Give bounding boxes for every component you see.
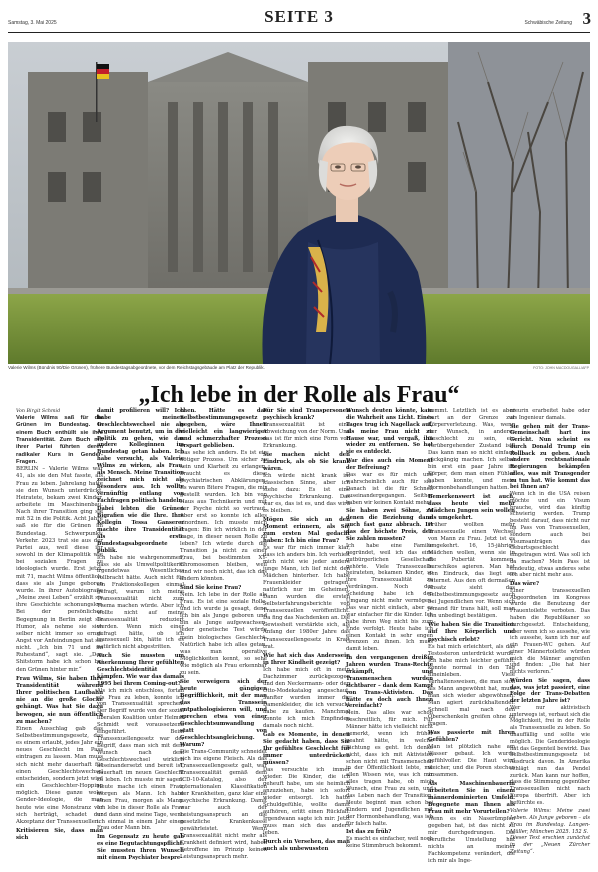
answer: Ich habe nie wahrgenommen, dass sie als Umweltpolitikerin irgendetwas Wesentliches vollbracht hätte. Auch nicht für ein Fraktionskollegen einmal gefragt, warum ich meine Transsexualität nicht zum Thema machen würde. Aber ich wollte nicht auf meine Transsexualität reduziert werden. Wenn mich einer gefragt hätte, ob ich transsexuell bin, hätte ich es natürlich nicht abgestritten. (97, 554, 184, 651)
question: Auch Sie mussten um Anerkennung Ihrer gefühlten Geschlechtsidentität kämpfen. Wie war das damals 1995 bei Ihrem Coming-out? (97, 653, 184, 687)
header-rule (8, 32, 590, 33)
answer: Wenn es ein Naserümpfen gegeben hat, ist das nicht zu mir durchgedrungen. Die berufliche Umstellung hat nichts an meiner Fachkompetenz verändert, die ich mir als Inge- (428, 815, 515, 864)
answer: Es macht es einfacher, weil noch keine Stimmbruch bekommt. (346, 836, 433, 850)
article-column-6 (428, 408, 515, 865)
question: War dies auch ein Moment der Befreiung? (346, 458, 433, 472)
question: Durch ein Versehen, das man auch als unbewussten (263, 838, 350, 852)
answer: Ich würde nicht krank im klassischen Sinne, aber ich stehe dazu: Es ist eine psychische Erkrankung. Das war es, das ist es, und das wird es bleiben. (263, 473, 350, 515)
question: Für Sie sind Transpersonen psychisch krank? (263, 408, 350, 422)
answer: Nein. Ich lebe in der Rolle als Frau. Es ist eine soziale Rolle, und ich wurde ja gesagt, denn ich bin als Junge geboren und bin als Junge aufgewachsen, jeder genetische Test würde mein biologisches Geschlecht. Natürlich habe ich alles getan, was man operative Möglichkeiten kennt, so sehe wie möglich als Frau erkennbar zu sein. (180, 592, 267, 676)
question: Würden Sie sagen, dass das, was jetzt passiert, eine Folge der Trans-Debatten der letzten Jahre ist? (510, 677, 590, 705)
answer: Das versuchte ich immer wieder. Die Kinder, die ich geheuft habe, um sie heimlich anzuziehen, habe ich sofort wieder entsorgt. Ich hatte Schuldgefühle, wollte damit aufhören, erlitt einen Rückfall. Irgendwann sagte ich mir: Jetzt muss man sich das anders leben. (263, 766, 350, 836)
photo-caption: Valerie Wilms (Bündnis 90/Die Grünen), frühere Bundestagsabgeordnete, vor dem Reichstagsgebäude am Platz der Republik. (8, 365, 265, 370)
answer: Früher wollten mehr Transsexuelle einen Wechsel von Mann zu Frau. Jetzt ist es umgekehrt. 16, 15-jährige Mädchen wollen, wenn sie in die Pubertät kommen, burschikos agieren. Man hat den Eindruck, das liegt am Internet. Aus den oft dermaßen Ansatz sieht das Selbstbestimmungsgesetz auch bei Jugendlichen vor. Wenn sich jemand für trans hält, soll man ihn unbedingt bestätigen. (428, 522, 515, 620)
question: Gab es Momente, in denen Sie gedacht haben, dass Sie Ihr gefühltes Geschlecht für immer unterdrücken müssen? (263, 731, 350, 766)
answer: Einen Ausschlag gab das Selbstbestimmungsgesetz, das es einem erlaubt, jedes Jahr ein neues Geschlecht im Pass eintragen zu lassen. Man muss sich nicht mehr dauerhaft für einen Geschlechtswechsel entscheiden, sondern jetzt wird ein Geschlechter-Hopping möglich. Diese ganze woke Gender-Ideologie, die man heute wie eine Monstranz vor sich herträgt, schadet der Akzeptanz der Transsexuellen. (16, 725, 103, 825)
question: Wunsch deuten könnte, kam die Wahrheit ans Licht. Eines Tages trug ich Nagellack auf, als meine Frau nicht zu Hause war, und vergaß, ihn wieder zu entfernen. So hat sie es entdeckt. (346, 408, 433, 456)
question: Sie haben zwei Söhne, zu denen die Beziehung dann auch fast ganz abbrach. Ist das der höchste Preis, den Sie zahlen mussten? (346, 508, 433, 543)
byline: Von Birgit Schmid (16, 409, 61, 414)
question: In den vergangenen dreißig Jahren wurden Trans-Rechte erkämpft, und Transmenschen wurden sichtbarer – dank dem Kampf von Trans-Aktivisten. Das hätte es doch auch Ihnen vereinfacht? (346, 655, 433, 710)
answer: Man ist plötzlich nahe am Wasser gebaut. Ich wurde gefühlvoller. Die Haut wird weicher, und die Poren stechen zusammen. (428, 743, 515, 778)
source-note: Dieser Text erschien zunächst in der „Neuen Zürcher Zeitung“. (510, 835, 590, 855)
question: Was passierte mit Ihren Gefühlen? (428, 729, 515, 743)
article-intro: Valerie Wilms saß für die Grünen im Bundestag. In einem Buch enthüllt sie ihre Transidentität. Zum Buch mit ihrer Partei führten deren radikaler Kurs in Gender-Fragen. (16, 415, 103, 465)
question: Dabei lebten die Grünen Bigrafien wie die Ihre. Ihre Kollegin Tessa Ganserer machte ihre Transidentität als erste Bundestagsabgeordnete publik. (97, 506, 184, 554)
question: Im Gegensatz zu heute gab es eine Begutachtungspflicht. Sie mussten Ihren Wunsch mit einem Psychiater bespre- (97, 834, 184, 861)
answer: Das sehe ich anders. Es ist ein nötiger Prozess. Um sicher zu sein und Klarheit zu erlangen, braucht es diese psychiatrischen Abklärungen. Es waren Bitere Fragen, die mir gestellt wurden. Ich bin von Haus aus Technikerin und mit der Psyche nicht so vertraut. Aber erst so konnte ich alles einordnen. Ich musste mich fragen: Bin ich wirklich in der Lage, in dieser neuen Rolle zu leben? Ich würde durch die Transition ja nicht zu einer Frau, bei bestimmten XY-Chromosomen bleiben, weil sind wir noch nicht, das ich das ändern könnten. (180, 450, 267, 583)
paragraph: nieurin erarbeitet habe oder als Ingenieur damals. (510, 408, 590, 421)
question: Bemerkenswert ist auch, dass heute viel mehr Mädchen Jungen sein wollen als umgekehrt. (428, 494, 515, 522)
answer: Es hat mich erleichtert, als das Testosteron unterdrückt wurde. Ich habe mich leichter gefühlt, konnte normal in den Tag hineinleben. Viele Verhaltensweisen, die man sich als Mann angewöhnt hat, muss man sich wieder abgewöhnen. Man agiert zurückhaltender. Schnell mal nach den Oberschenkeln greifen ohne zu fragen. (428, 643, 515, 727)
paragraph: kommt. Letztlich ist es aber hart an der Grenze zur Körperverletzung. Was, wenn der Wunsch, in anderes Geschlecht zu sein, ein vorübergehender Zustand ist? Das kann man so nicht einfach rückgängig machen. Ich selbst bin erst ein paar Jahre im Körper, dem man einen Fühler haben konnte, und mein Hormonbehandlungen hatten. (428, 408, 515, 492)
question: Als Maschinenbauerin arbeiteten Sie in einem männerdominierten Umfeld. Begegnete man Ihnen als Frau mit mehr Vorurteilen? (428, 780, 515, 815)
paragraph: BERLIN – Valerie Wilms war 41, als sie den Mut fasste, als Frau zu leben. Jahrelang hatte sie den Wunsch unterdrückt. Heiratete, bekam zwei Kinder, arbeitete im Maschinenbau. Nach ihrer Transition ging sie mit 52 in die Politik. Acht Jahre saß sie für die Grünen im Bundestag. Schwerpunkt: Verkehr. 2023 trat sie aus der Partei aus, weil diese ihr sowohl in der Klimapolitik wie bei sozialen Fragen zu ideologisch wurde. Erst jetzt, mit 71, macht Wilms öffentlich, dass sie als Junge geboren wurde. In ihrer Autobiografie „Meine zwei Leben“ erzählt sie ihre Geschichte schonungslos. Bei der persönlichen Begegnung in Berlin zeigt sie Humor, als nehme sie sich selber nicht immer so ernst. Angst vor Anfeindungen hat sie nicht. „Ich bin 71 und im Ruhestand“, sagt sie. „Den Shitstorm habe ich schon bei den Grünen hinter mir.“ (16, 466, 103, 673)
answer: Ich habe mich oft in mein Dachzimmer zurückgezogen und den Neckermann- oder den Otto-Modekatalog angeschaut. Sanfter wurden immer die Damenkleider, die ich versucht habe zu kaufen. Manchmal konnte ich mich Empfinden damals noch nicht. (263, 666, 350, 729)
answer: Die Trans-Community schneidet sich ins eigene Fleisch. Als das Transsexuellengesetz galt, war Transsexualität gemäß dem ICD-10-Katalog, also der internationalen Klassifikation der Krankheiten, ganz klar eine psychische Erkrankung. Damit war auch der Leistungsanspruch an die gesetzliche Krankenkasse gewährleistet. Wenn Transsexualität nicht mehr als Krankheit definiert wird, haben Betroffene im Prinzip keinen Leistungsanspruch mehr. (180, 748, 267, 860)
question: Das wäre? (510, 581, 539, 588)
answer: Transsexualität ist eine Abweichung von der Norm. Und das ist für mich eine Form von Erkrankung. (263, 422, 350, 450)
answer: Das war es für mich und wahrscheinlich auch für sie. Danach ist die für Schnell auseinandergegangen. Seither haben wir keinen Kontakt mehr. (346, 472, 433, 506)
question: Wie haben Sie die Transition auf Ihre Körperlich und psychisch erlebt? (428, 622, 515, 643)
question: Frau Wilms, Sie haben Ihre Transidentität während Ihrer politischen Laufbahn nie an die große Glocke gehängt. Was hat Sie dazu bewogen, sie nun öffentlich zu machen? (16, 675, 103, 725)
question: Sie verweigern sich der heute gängigen Begrifflichkeit, mit der man das Transsein entpathologisieren will, und sprechen etwa von einer Geschlechtsumwandlung statt von Geschlechtsangleichung. Warum? (180, 678, 267, 748)
article-column-2 (97, 408, 184, 862)
section-title: SEITE 3 (264, 7, 334, 26)
article-column-7 (510, 408, 590, 856)
answer: Wer nur aktivistisch unterwegs ist, verbaut sich die Möglichkeit, frei in der Rolle als Transsexuelle zu leben. So unauffällig und sollte wie möglich. Die Genderideologie hat das Gegenteil bewirkt. Das Selbstbestimmungsgesetz ist Ausdruck davon. In Amerika schlägt nun das Pendel zurück. Man kann nur hoffen, dass die Stimmung gegenüber Transsexuellen nicht nach Europa überfrift. Aber ich befürchte es. (510, 704, 590, 806)
issue-date: Samstag, 3. Mai 2025 (8, 20, 57, 26)
book-info: Valerie Wilms: Meine zwei Leben. Als Junge geboren – als Frau im Bundestag. Langen-Müller, München 2025. 152 S. (510, 808, 590, 835)
article-column-1 (16, 408, 103, 842)
question: damit profilieren will? Ich habe meinen Geschlechtswechsel nie als Argument benutzt, um in die Politik zu gehen, wie das andere Kolleginnen im Bundestag getan haben. Ich habe versucht, als Valerie Wilms zu wirken, als Frau, als Mensch. Meine Transition zeichnet mich nicht als besonders aus. Ich wollte vernünftig entlang von Fachfragen politisch handeln. (97, 408, 184, 504)
question: Ist das zu früh? (346, 829, 392, 836)
answer: Einer transsexuellen Abgeordneten im Kongress wurde die Benutzung der Frauentoilette verboten. Das haben die Republikaner so durchgesetzt. Entscheidung, aber wenn ich so aussehe, wie ich aussehe, kann ich nur auf ein Frauen-WC gehen. Auf einer Männertoilette würden mich die Männer angreifen und finden: „Die hat hier nichts verloren.“ (510, 587, 590, 676)
question: Sie gehen mit der Trans-Gemeinschaft hart ins Gericht. Nun scheint es durch Donald Trump ein Rollback zu geben. Auch andere rechtsnationale Regierungen bekämpfen alles, was mit Transgender zu tun hat. Wie kommt das bei Ihnen an? (510, 423, 590, 491)
question: Wie hat sich das Anderssein in Ihrer Kindheit gezeigt? (263, 652, 350, 666)
question: Sie machen nicht den Eindruck, als ob Sie krank wären. (263, 452, 350, 473)
question: Kritisieren Sie, dass man sich (16, 828, 103, 842)
photo-credit: FOTO: JOHN MACDOUGALL/AFP (533, 366, 589, 370)
newspaper-name: Schwäbische Zeitung (524, 20, 572, 26)
answer: Nein. Das alles war schon beschreitlich, für mich. Für Männer hätte ich vielleicht nicht gemerkt, wenn ich früher geahnt hätte, in welche Richtung es geht. Ich denke nicht, dass ich mit Aktivisten schon nicht mit Transmenschen in der Öffentlichkeit lebte, mit allen Wissen wie, was ich mir alles tragen habe, ob mich Wunsch, eine Frau zu sein, und das Leben nach der Transition. Heute beginnt man schon bei Kindern und Jugendlichen mit der Hormonbehandlung, was ich für falsch halte. (346, 710, 433, 827)
article-headline: „Ich lebe in der Rolle als Frau“ (138, 382, 460, 408)
answer: Es war für mich immer klar, dass ich anders bin. Ich verhielt mich nicht wie jeder andere junge Mann, ich lief nicht den Mädchen hinterher. Ich habe Frauenkleider getragen, natürlich nur im Geheimen. Dann wurden die ersten Selbsterfahrungsberichte von Transsexuellen veröffentlicht. Da fing das Nachdenken an. Die Gewissheit verstärkte sich, als Anfang der 1980er Jahre das Transsexuellengesetz in Kraft trat. (263, 545, 350, 650)
answer: Wenn ich in die USA reisen möchte und ein Visum brauche, wird das künftig schwierig werden. Trump besteht darauf, dass nicht nur im Pass von Transsexuellen, sondern auch bei Visumsanträgen das Geburtsgeschlecht eingetragen wird. Was soll ich da machen? Mein Pass ist eindeutig, etwas anderes sehe ich aber nicht mehr aus. (510, 491, 590, 579)
page-number: 3 (582, 9, 591, 28)
article-column-4 (263, 408, 350, 853)
question: Mögen Sie sich an den Moment erinnern, als Sie zum ersten Mal gedacht haben: Ich bin eine Frau? (263, 517, 350, 545)
answer: Ich habe eine Familie gegründet, weil ich das eine gutbürgerlichen Gesellschaft gehörte. Viele Transsexuelle heirateten, bekamen Kinder, so ihre Transsexualität zu verdrängen. Noch der Scheidung habe ich den Umgang nicht mehr vermögen. Das war nicht einfach, aber es war einfacher für die Kinder. Ich habe ihren Weg nicht bis zum Ende verfolgt. Heute habe ich einen Kontakt in sehr engen Grenzen zu ihnen. Ich muss damit leben. (346, 542, 433, 653)
article-column-3 (180, 408, 267, 861)
question: chen. Hätte es das Selbstbestimmungsgesetz gegeben, wäre Ihnen vielleicht ein langwieriger und schmerzhafter Prozess erspart geblieben. (180, 408, 267, 450)
article-column-5 (346, 408, 433, 850)
article-photo (8, 42, 590, 364)
answer: Als ich mich entschloss, fortan als Frau zu leben, konnte ich von Transsexualität sprechen. Der Begriff wurde von der sozial liberalen Koalition unter Helmut Schmidt weit voraussetzend eingeführt. Beim Transsexuellengesetz war der Begriff, dass man sich mit dem Wunsch nach dem Geschlechtswechsel wirklich auseinandersetzt und bereit ist, dauerhaft im neuen Geschlecht zu leben. Ich musste mir sagen: Heute mache ich einen Frau, morgen als Mann. Ich habe einen Frau, morgen als Mann. Ich lebe in dieser Rolle als Frau und dann sind meine Tage, wenn ich einmal in einem Jahr einen Frau oder Mann bin. (97, 687, 184, 832)
question: Sind Sie keine Frau? (180, 585, 242, 592)
